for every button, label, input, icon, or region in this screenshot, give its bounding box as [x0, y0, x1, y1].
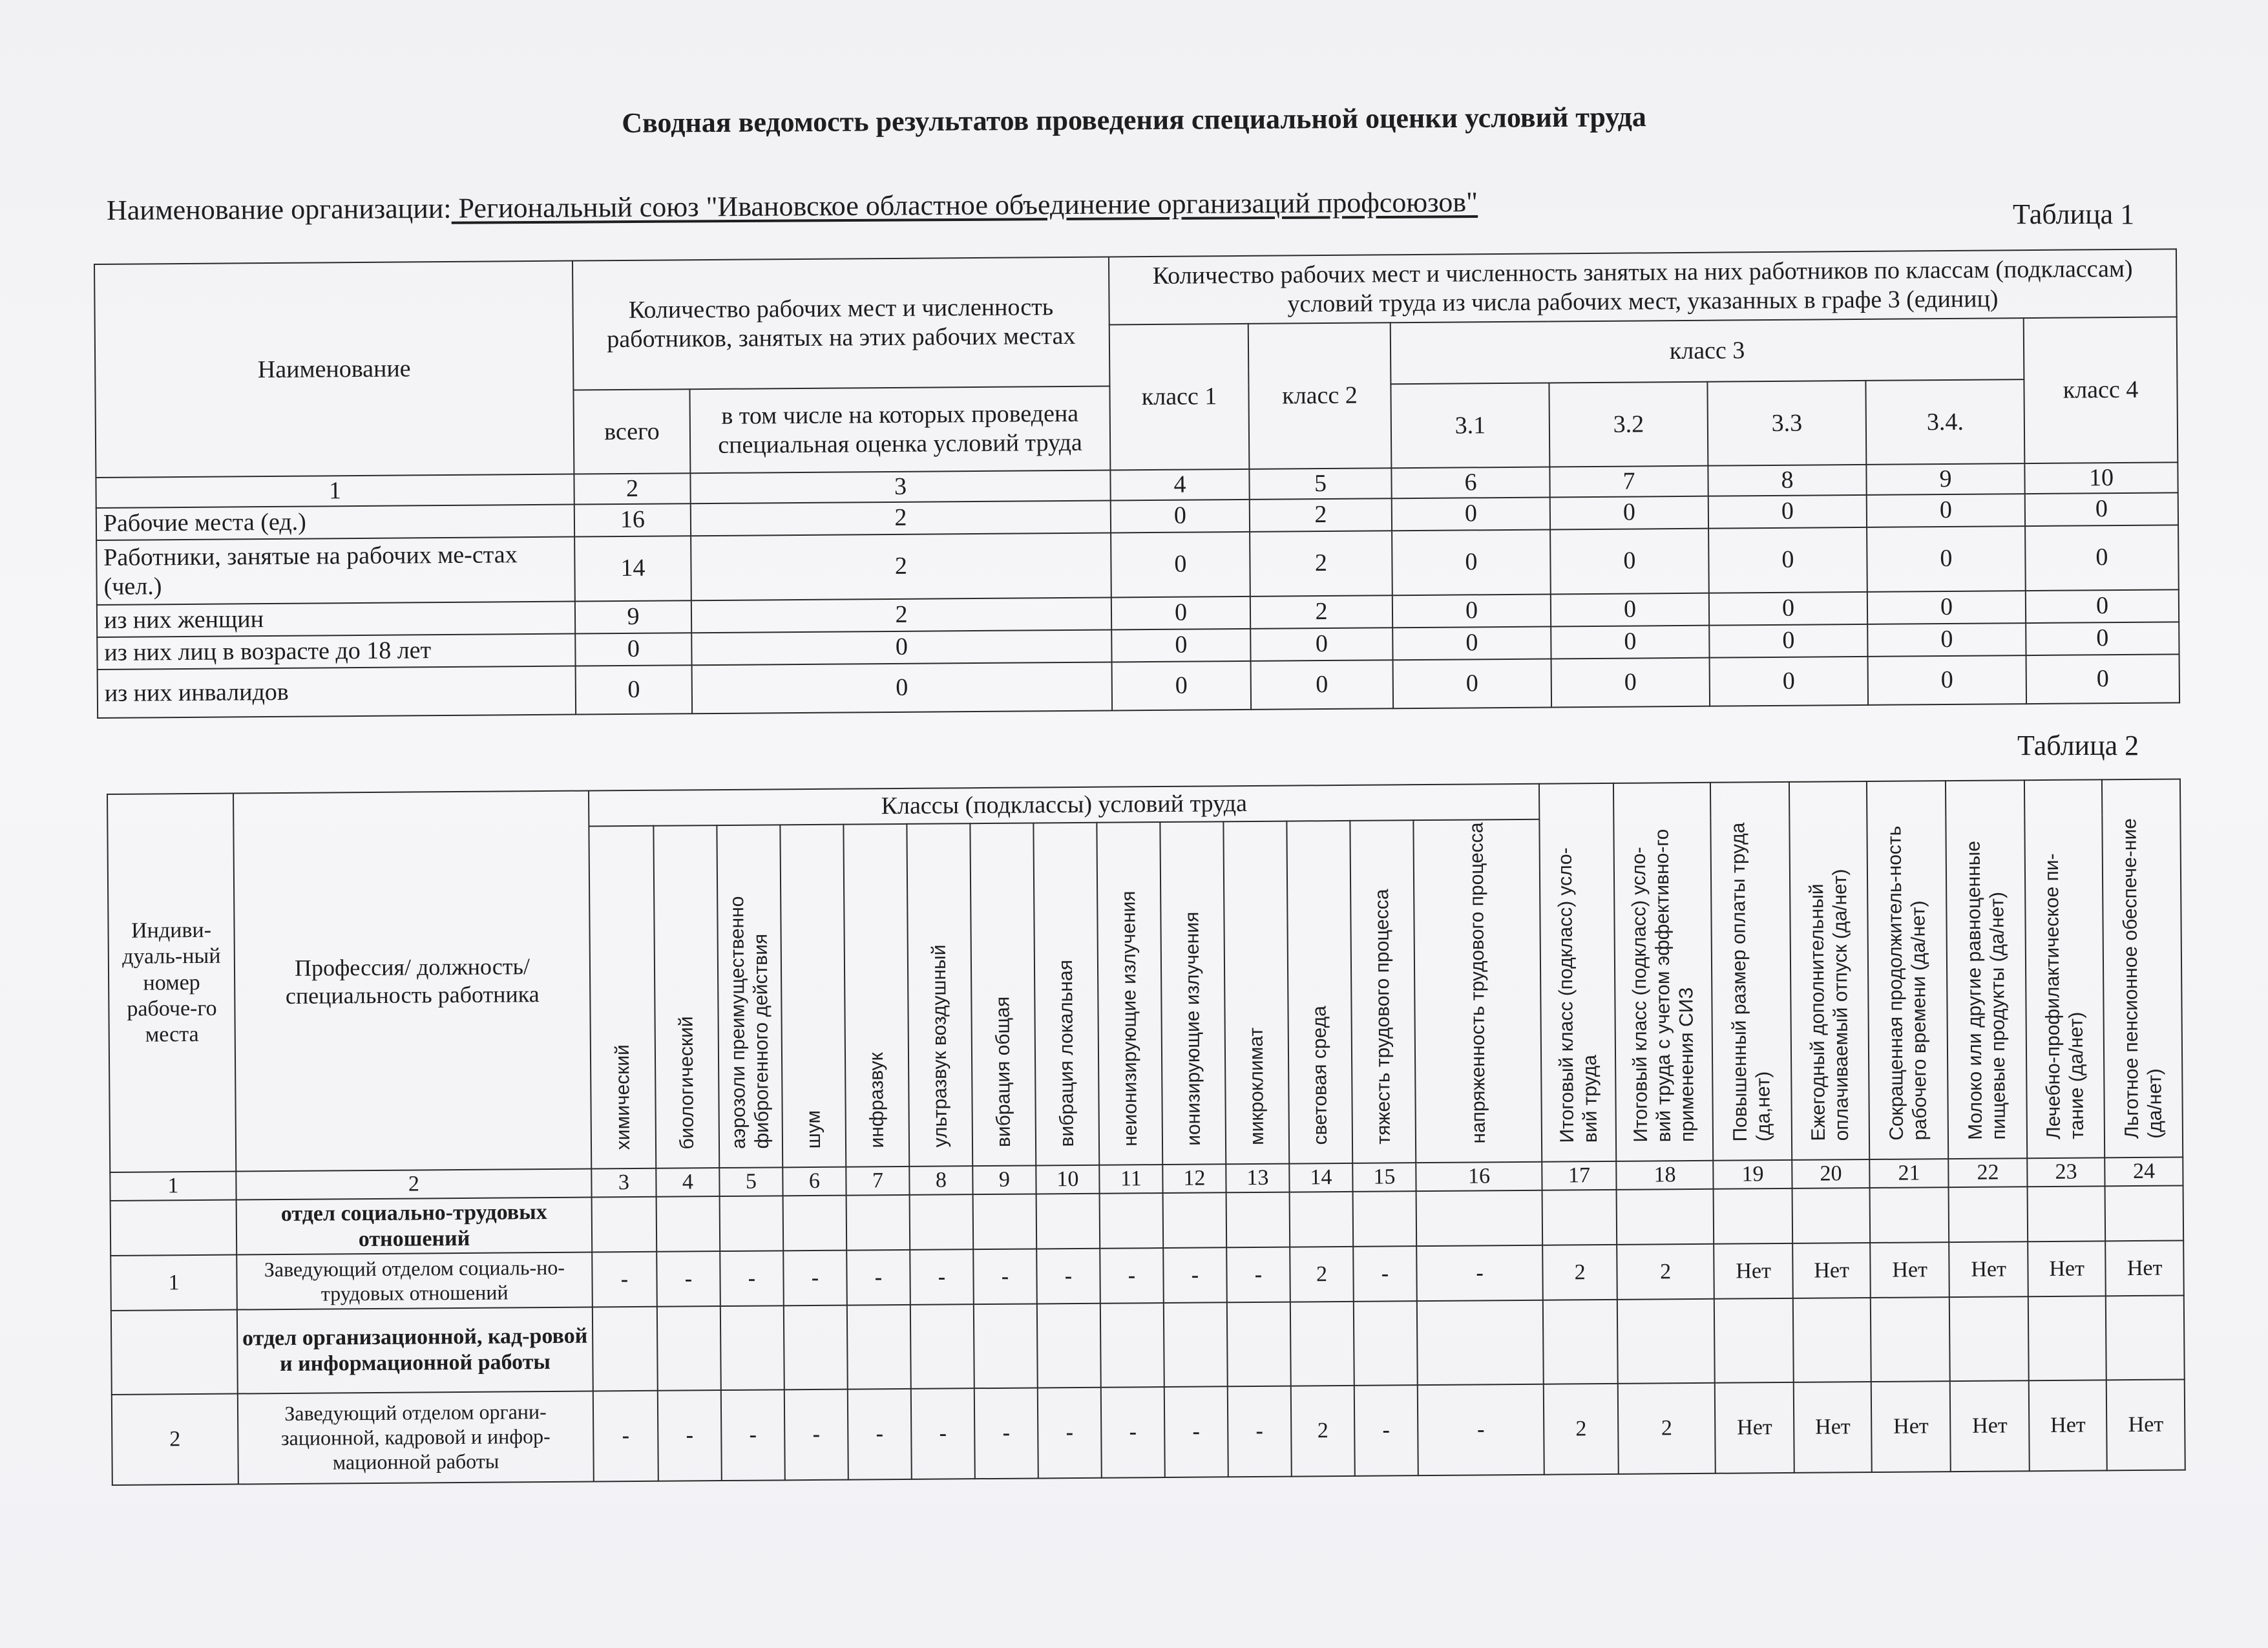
cell-value: Нет [1870, 1242, 1949, 1298]
department-row [111, 1296, 2185, 1395]
column-number: 23 [2027, 1157, 2105, 1187]
cell-value: 0 [1392, 626, 1551, 660]
column-number: 22 [1948, 1158, 2027, 1187]
empty-cell [1036, 1194, 1100, 1249]
empty-cell [1617, 1189, 1714, 1245]
cell-value: - [720, 1251, 784, 1306]
cell-value: 2 [1291, 1386, 1355, 1477]
column-number: 6 [1391, 467, 1549, 498]
header-sub32: 3.2 [1549, 382, 1708, 467]
header-benefit [2024, 779, 2105, 1158]
header-benefit-text: Льготное пенсионное обеспече-ние (да/нет) [2119, 818, 2166, 1139]
cell-value: - [721, 1389, 785, 1481]
cell-value: 0 [692, 662, 1113, 713]
cell-value: 0 [2026, 622, 2179, 655]
empty-cell [1617, 1299, 1715, 1384]
header-factor-text: неионизирующие излучения [1118, 890, 1142, 1146]
column-number: 3 [690, 470, 1110, 503]
column-number: 20 [1792, 1159, 1869, 1188]
cell-value: - [1101, 1387, 1165, 1478]
header-factor-text: напряженность трудового процесса [1465, 822, 1489, 1144]
column-number: 2 [236, 1169, 591, 1200]
column-number: 13 [1226, 1164, 1289, 1193]
cell-value: 0 [1708, 495, 1867, 529]
column-number: 4 [1110, 469, 1249, 500]
cell-value: 2 [1617, 1244, 1714, 1300]
workplace-id [111, 1310, 238, 1395]
header-class4: класс 4 [2024, 317, 2178, 463]
cell-value: 0 [1867, 591, 2026, 624]
empty-cell [2028, 1186, 2106, 1241]
cell-value: - [593, 1391, 658, 1482]
header-final-class [1539, 783, 1616, 1162]
cell-value: 2 [691, 597, 1111, 633]
header-class2: класс 2 [1248, 322, 1392, 469]
cell-value: 0 [2025, 492, 2178, 526]
header-factor [653, 825, 719, 1168]
empty-cell [783, 1196, 847, 1251]
cell-value: - [973, 1249, 1037, 1305]
cell-value: 2 [691, 533, 1111, 600]
empty-cell [1792, 1188, 1871, 1243]
header-factor [907, 823, 972, 1167]
cell-value: 0 [1250, 628, 1392, 661]
empty-cell [593, 1307, 658, 1391]
empty-cell [974, 1304, 1038, 1389]
cell-value: 0 [1392, 497, 1550, 531]
cell-value: 0 [576, 665, 693, 714]
column-number: 19 [1713, 1160, 1792, 1189]
table2-label: Таблица 2 [2017, 730, 2139, 761]
cell-value: 2 [1250, 595, 1392, 629]
cell-value: - [1100, 1248, 1164, 1304]
header-factor-text: вибрация общая [992, 996, 1015, 1147]
header-assessed: в том числе на которых проведена специальная оценка условий труда [689, 386, 1110, 473]
column-number: 7 [846, 1167, 909, 1196]
column-number: 4 [656, 1168, 719, 1197]
header-factor [1223, 821, 1289, 1165]
cell-value: Нет [2106, 1380, 2185, 1471]
empty-cell [1290, 1302, 1354, 1386]
header-benefit-text: Сокращенная продолжитель-ность рабочего времени (да/нет) [1884, 825, 1931, 1141]
cell-value: - [1038, 1388, 1102, 1479]
header-final-class-siz-text: Итоговый класс (подкласс) усло-вий труда с учетом эффективно-го применения СИЗ [1628, 829, 1699, 1143]
header-class1: класс 1 [1109, 324, 1250, 470]
summary-table-1 [94, 248, 2180, 718]
header-factor-text: световая среда [1308, 1005, 1332, 1145]
cell-value: - [846, 1250, 910, 1305]
header-sub34: 3.4. [1865, 379, 2024, 465]
column-number: 18 [1616, 1161, 1713, 1190]
header-final-class-text: Итоговый класс (подкласс) усло-вий труда [1554, 847, 1601, 1143]
empty-cell [1037, 1304, 1101, 1388]
header-factor-text: ультразвук воздушный [928, 944, 952, 1148]
cell-value: 0 [2026, 654, 2180, 704]
cell-value: - [1163, 1247, 1227, 1303]
header-factor [1286, 821, 1352, 1164]
empty-cell [1163, 1192, 1227, 1248]
cell-value: 0 [691, 629, 1111, 665]
empty-cell [1164, 1302, 1228, 1387]
cell-value: - [1353, 1246, 1417, 1302]
cell-value: 0 [1550, 496, 1708, 530]
empty-cell [2028, 1296, 2106, 1380]
column-number: 1 [110, 1172, 236, 1201]
header-factor [717, 825, 782, 1168]
header-factor-text: химический [611, 1044, 635, 1150]
cell-value: 0 [1710, 657, 1869, 706]
empty-cell [657, 1306, 721, 1391]
empty-cell [1870, 1187, 1949, 1243]
header-total: всего [573, 389, 690, 474]
header-factor [1350, 820, 1416, 1163]
header-factor [1413, 819, 1542, 1163]
cell-value: 2 [1290, 1247, 1354, 1302]
header-class3: класс 3 [1391, 318, 2024, 384]
header-benefit-text: Повышенный размер оплаты труда (да,нет) [1727, 822, 1775, 1142]
cell-value: - [658, 1390, 722, 1481]
cell-value: 0 [1550, 529, 1709, 595]
cell-value: 2 [691, 500, 1111, 536]
column-number: 12 [1162, 1164, 1226, 1193]
column-number: 14 [1289, 1163, 1352, 1192]
header-class-group: Количество рабочих мест и численность занятых на них работников по классам (подклассам) условий труда из числа рабочих мест, указанных в графе 3 (единиц) [1109, 249, 2177, 324]
department-name: отдел организационной, кад-ровой и информационной работы [237, 1307, 593, 1394]
cell-value: - [1226, 1247, 1290, 1303]
cell-value: Нет [1950, 1380, 2030, 1472]
empty-cell [1714, 1188, 1793, 1244]
cell-value: - [1164, 1386, 1228, 1477]
empty-cell [1543, 1300, 1618, 1384]
cell-value: - [783, 1251, 847, 1306]
header-factor-text: вибрация локальная [1055, 959, 1078, 1147]
empty-cell [1949, 1296, 2029, 1381]
column-number: 9 [1866, 463, 2024, 495]
cell-value: 0 [575, 633, 691, 666]
header-benefit [2102, 779, 2183, 1157]
empty-cell [784, 1305, 848, 1390]
column-number: 7 [1549, 466, 1708, 498]
summary-table-2 [107, 778, 2186, 1486]
header-benefit [1710, 782, 1792, 1161]
column-number: 24 [2105, 1157, 2183, 1187]
header-benefit-text: Ежегодный дополнительный оплачиваемый отпуск (да/нет) [1806, 869, 1853, 1141]
cell-value: - [656, 1251, 720, 1307]
cell-value: - [784, 1389, 848, 1481]
cell-value: - [848, 1389, 912, 1480]
empty-cell [910, 1304, 974, 1389]
cell-value: Нет [1715, 1382, 1794, 1474]
header-factor-text: ионизирующие излучения [1181, 911, 1205, 1146]
cell-value: - [1416, 1245, 1543, 1301]
cell-value: 0 [1708, 527, 1867, 593]
workplace-id [110, 1200, 237, 1256]
empty-cell [1226, 1192, 1290, 1248]
column-number: 6 [782, 1167, 846, 1196]
column-number: 5 [719, 1167, 782, 1196]
column-number: 21 [1869, 1159, 1948, 1188]
cell-value: Нет [2105, 1241, 2184, 1296]
empty-cell [1354, 1301, 1418, 1386]
row-name: Рабочие места (ед.) [96, 504, 574, 540]
cell-value: - [910, 1249, 974, 1305]
cell-value: 0 [1393, 659, 1552, 708]
empty-cell [1949, 1187, 2028, 1242]
cell-value: Нет [1714, 1243, 1793, 1299]
header-benefit [1867, 781, 1948, 1159]
cell-value: Нет [1794, 1382, 1872, 1473]
cell-value: Нет [1949, 1241, 2028, 1297]
profession-name: Заведующий отделом органи-зационной, кадровой и инфор-мационной работы [238, 1391, 594, 1484]
cell-value: 0 [1111, 597, 1250, 630]
cell-value: 0 [1867, 494, 2025, 527]
organization-name: Региональный союз "Ивановское областное объединение организаций профсоюзов" [451, 186, 1478, 224]
column-number: 5 [1249, 468, 1391, 499]
cell-value: 2 [1250, 531, 1392, 597]
header-factor [1160, 821, 1226, 1165]
header-factor-text: микроклимат [1245, 1027, 1268, 1146]
header-benefit-text: Лечебно-профилактическое пи-тание (да/нет) [2041, 853, 2088, 1140]
department-name: отдел социально-трудовых отношений [236, 1198, 593, 1255]
row-name: из них лиц в возрасте до 18 лет [97, 633, 575, 669]
empty-cell [592, 1197, 657, 1252]
header-factor-text: шум [803, 1110, 825, 1149]
cell-value: 14 [574, 536, 691, 601]
empty-cell [1542, 1190, 1617, 1245]
column-number: 11 [1099, 1165, 1162, 1194]
cell-value: 0 [1551, 658, 1710, 708]
empty-cell [1353, 1191, 1417, 1247]
header-benefit [1789, 781, 1869, 1160]
cell-value: 0 [1111, 629, 1250, 662]
cell-value: 0 [1111, 500, 1250, 533]
cell-value: 2 [1544, 1384, 1619, 1475]
cell-value: - [911, 1388, 975, 1479]
empty-cell [973, 1194, 1037, 1250]
cell-value: - [592, 1252, 657, 1307]
header-workplace-id: Индиви-дуаль-ный номер рабоче-го места [107, 794, 236, 1173]
column-number: 8 [1708, 465, 1866, 496]
cell-value: Нет [1792, 1243, 1871, 1298]
cell-value: - [974, 1388, 1038, 1479]
cell-value: Нет [1871, 1381, 1951, 1472]
empty-cell [847, 1305, 911, 1389]
column-number: 8 [909, 1166, 972, 1195]
column-number: 17 [1542, 1161, 1616, 1190]
header-name: Наименование [94, 261, 574, 478]
cell-value: Нет [2029, 1380, 2107, 1471]
column-number: 3 [591, 1168, 656, 1198]
cell-value: 0 [1392, 594, 1551, 628]
header-factor-text: тяжесть трудового процесса [1371, 889, 1395, 1145]
cell-value: 0 [1392, 529, 1551, 595]
empty-cell [2106, 1296, 2185, 1380]
cell-value: 0 [1709, 624, 1867, 658]
column-number: 1 [96, 474, 574, 508]
header-sub33: 3.3 [1707, 381, 1866, 466]
header-factor [1033, 823, 1099, 1166]
empty-cell [910, 1194, 974, 1250]
cell-value: - [1228, 1386, 1292, 1477]
cell-value: 0 [1551, 593, 1709, 627]
organization-label: Наименование организации: [106, 192, 452, 226]
document-title: Сводная ведомость результатов проведения специальной оценки условий труда [622, 101, 1646, 139]
column-number: 10 [2024, 462, 2178, 494]
empty-cell [1227, 1302, 1291, 1387]
table-row [112, 1380, 2185, 1486]
column-number: 9 [972, 1166, 1036, 1195]
workplace-id: 2 [112, 1394, 238, 1485]
header-factor [1097, 822, 1162, 1165]
empty-cell [720, 1196, 784, 1251]
empty-cell [1100, 1303, 1164, 1388]
cell-value: 0 [1251, 660, 1394, 710]
cell-value: 0 [2025, 525, 2179, 591]
header-sub31: 3.1 [1391, 383, 1549, 468]
header-factor-text: инфразвук [865, 1051, 888, 1148]
empty-cell [1871, 1297, 1950, 1382]
header-factor-text: биологический [675, 1016, 698, 1150]
header-factor [589, 826, 656, 1169]
cell-value: 2 [1618, 1383, 1716, 1474]
empty-cell [1417, 1300, 1544, 1385]
cell-value: 9 [575, 600, 691, 633]
empty-cell [720, 1305, 784, 1390]
cell-value: 0 [1551, 626, 1709, 659]
empty-cell [1416, 1190, 1543, 1246]
header-factor [970, 823, 1036, 1166]
empty-cell [1793, 1298, 1871, 1382]
column-number: 2 [574, 473, 690, 504]
header-benefit [1946, 780, 2027, 1159]
cell-value: Нет [2028, 1241, 2106, 1296]
cell-value: 0 [1111, 532, 1250, 598]
empty-cell [1100, 1193, 1164, 1249]
cell-value: 16 [574, 503, 691, 536]
cell-value: - [1354, 1385, 1418, 1476]
cell-value: 2 [1250, 498, 1392, 532]
row-name: из них инвалидов [98, 666, 576, 717]
cell-value: - [1418, 1384, 1544, 1475]
header-final-class-siz [1613, 783, 1713, 1161]
empty-cell [846, 1195, 910, 1251]
header-factor-text: аэрозоли преимущественно фиброгенного действия [726, 896, 773, 1149]
empty-cell [656, 1196, 720, 1252]
header-classes-group: Классы (подклассы) условий труда [589, 784, 1540, 827]
row-name: из них женщин [97, 601, 575, 637]
cell-value: 0 [1112, 661, 1252, 711]
profession-name: Заведующий отделом социаль-но-трудовых отношений [236, 1252, 593, 1310]
cell-value: 2 [1542, 1245, 1617, 1300]
header-benefit-text: Молоко или другие равноценные пищевые продукты (да/нет) [1962, 840, 2010, 1140]
cell-value: - [1036, 1249, 1100, 1304]
cell-value: 0 [1867, 623, 2026, 657]
header-factor [780, 825, 846, 1168]
column-number: 15 [1352, 1163, 1416, 1192]
empty-cell [2105, 1186, 2184, 1241]
cell-value: 0 [1868, 655, 2027, 705]
column-number: 10 [1036, 1165, 1099, 1194]
header-profession: Профессия/ должность/ специальность работника [233, 791, 591, 1172]
empty-cell [1714, 1298, 1794, 1383]
cell-value: 0 [2026, 589, 2179, 623]
table1-label: Таблица 1 [2013, 198, 2135, 230]
header-factor [843, 824, 909, 1167]
cell-value: 0 [1867, 526, 2026, 592]
cell-value: 0 [1709, 592, 1867, 626]
header-count-group: Количество рабочих мест и численность работников, занятых на этих рабочих местах [572, 257, 1109, 390]
column-number: 16 [1416, 1162, 1542, 1191]
row-name: Работники, занятые на рабочих ме-стах (чел.) [96, 536, 575, 604]
empty-cell [1290, 1192, 1354, 1247]
workplace-id: 1 [110, 1255, 237, 1311]
